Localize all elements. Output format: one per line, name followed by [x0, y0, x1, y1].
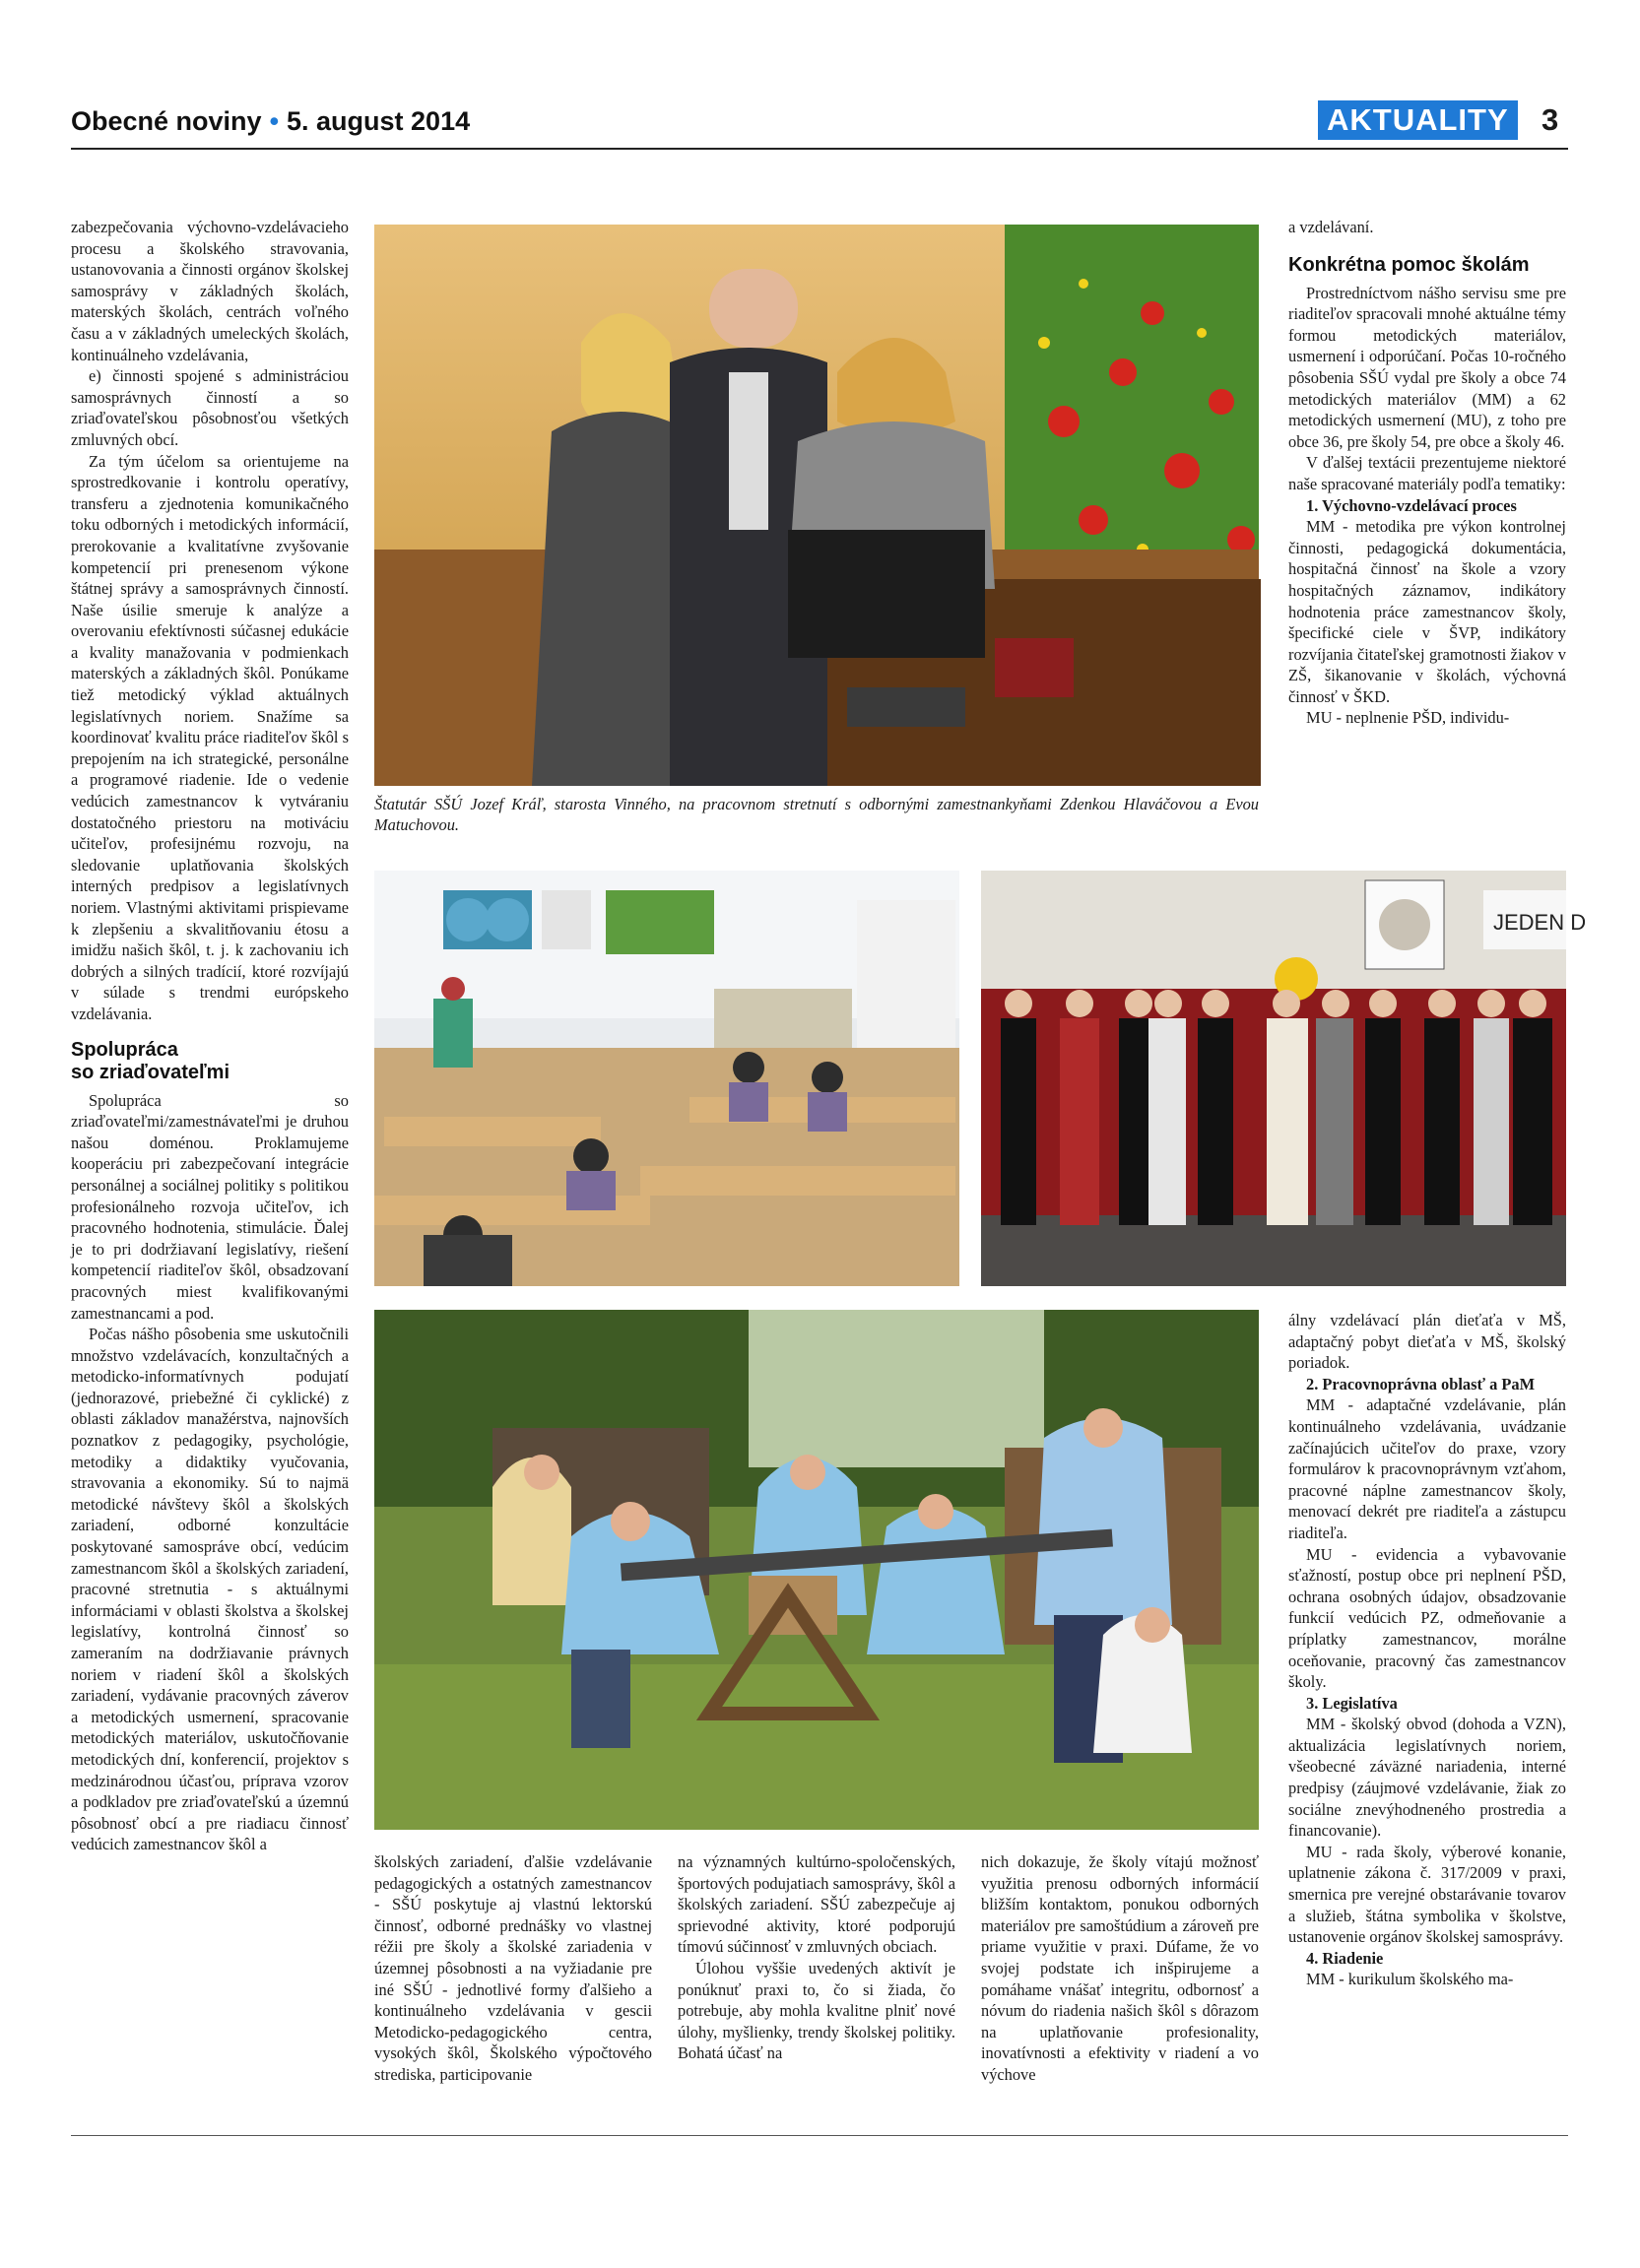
topic-heading: 2. Pracovnoprávna oblasť a PaM — [1306, 1374, 1536, 1393]
paragraph: na významných kultúrno-spoločenských, športových podujatiach samosprávy, škôl a školských zariadení. SŠÚ zabezpečuje aj sprievodné aktivity, ktoré podporujú tímovú súčinnosť v zmluvných obciach. — [678, 1852, 955, 1957]
photo-sawing-activity — [374, 1310, 1259, 1830]
paragraph: MM - adaptačné vzdelávanie, plán kontinuálneho vzdelávania, uvádzanie začínajúcich učiteľov do praxe, vzory formulárov k pracovnoprávnym vzťahom, pracovné náplne zamestnancov školy, menovací dekrét pre riaditeľa a zástupcu riaditeľa. — [1288, 1395, 1566, 1542]
slide-text: JEDEN D — [1493, 910, 1587, 935]
issue-date: 5. august 2014 — [287, 106, 471, 136]
paragraph: Úlohou vyššie uvedených aktivít je ponúknuť praxi to, čo si žiada, čo potrebuje, aby mohla kvalitne plniť nové úlohy, myšlienky, trendy školskej politiky. Bohatá účasť na — [678, 1958, 955, 2063]
paragraph: školských zariadení, ďalšie vzdelávanie pedagogických a ostatných zamestnancov - SŠÚ poskytuje aj vlastnú lektorskú činnosť, odborné prednášky vo vlastnej réžii pre školy a školské zariadenia v územnej pôsobnosti a na vyžiadanie pre iné SŠÚ - jednotlivé formy ďalšieho a kontinuálneho vzdelávania v gescii Metodicko-pedagogického centra, vysokých škôl, Školského výpočtového strediska, participovanie — [374, 1852, 652, 2084]
header-rule — [71, 148, 1568, 150]
subheading-line: so zriaďovateľmi — [71, 1061, 230, 1083]
paragraph: MU - evidencia a vybavovanie sťažností, postup obce pri neplnení PŠD, ochrana osobných údajov, obsadzovanie funkcií vedúcich PZ, odmeňovanie a príplatky zamestnancov, morálne oceňovanie, pracovný čas zamestnancov školy. — [1288, 1544, 1566, 1692]
paragraph: e) činnosti spojené s administráciou samosprávnych činností a so zriaďovateľskou pôsobnosťou všetkých zmluvných obcí. — [71, 366, 349, 449]
column-6 — [1288, 1310, 1566, 1990]
paragraph: zabezpečovania výchovno-vzdelávacieho procesu a školského stravovania, ustanovovania a činnosti orgánov školskej samosprávy v základných školách, materských školách, centrách voľného času a v základných umeleckých školách, kontinuálneho vzdelávania, — [71, 218, 349, 364]
footer-rule — [71, 2135, 1568, 2136]
paragraph: MU - rada školy, výberové konanie, uplatnenie zákona č. 317/2009 v praxi, smernica pre verejné obstarávanie tovarov a služieb, štátna symbolika v školstve, ustanovenie orgánov školskej samosprávy. — [1288, 1842, 1566, 1947]
column-3 — [678, 1851, 955, 2064]
classroom-illustration — [374, 871, 959, 1286]
paragraph: MM - metodika pre výkon kontrolnej činnosti, pedagogická dokumentácia, hospitačná činnosť na škole a vzory hospitačných záznamov, indikátory hodnotenia práce zamestnancov školy, špecifické ciele v ŠVP, indikátory rozvíjania čitateľskej gramotnosti žiakov v ZŠ, šikanovanie v školách, výchovná činnosť v ŠKD. — [1288, 517, 1566, 706]
photo-caption: Štatutár SŠÚ Jozef Kráľ, starosta Vinného, na pracovnom stretnutí s odbornými zamestnankyňami Zdenkou Hlaváčovou a Evou Matuchovou. — [374, 795, 1259, 834]
paragraph: MM - školský obvod (dohoda a VZN), aktualizácia legislatívnych noriem, všeobecné záväzné nariadenia, interné predpisy (záujmové vzdelávanie, žiak zo sociálne znevýhodneného prostredia a financovanie). — [1288, 1715, 1566, 1841]
photo-meeting — [374, 225, 1259, 786]
paragraph: MU - neplnenie PŠD, individu- — [1306, 708, 1510, 728]
meeting-illustration — [374, 225, 1259, 786]
subheading — [71, 1039, 349, 1084]
topic-heading: 4. Riadenie — [1306, 1948, 1384, 1968]
subheading: Konkrétna pomoc školám — [1288, 253, 1530, 276]
separator-dot: • — [269, 106, 280, 136]
paragraph: nich dokazuje, že školy vítajú možnosť využitia prenosu odborných informácií bližším kontaktom, ponukou odborných materiálov pre samoštúdium a zároveň pre priame využitie v praxi. Dúfame, že vo svojej podstate ich inšpirujeme a pomáhame vnášať integritu, odbornosť a nóvum do riadenia našich škôl s dôrazom na uplatňovanie profesionality, inovatívnosti a efektivity v riadení a vo výchove — [981, 1852, 1259, 2084]
paragraph: MM - kurikulum školského ma- — [1306, 1970, 1514, 1989]
paragraph: Prostredníctvom nášho servisu sme pre riaditeľov spracovali mnohé aktuálne témy formou metodických materiálov, usmernení i odporúčaní. Počas 10-ročného pôsobenia SŠÚ vydal pre školy a obce 74 metodických materiálov (MM) a 62 metodických usmernení (MU), z toho pre obce 36, pre školy 54, pre obce a školy 46. — [1288, 283, 1566, 451]
page-number: 3 — [1542, 102, 1559, 137]
section-label: AKTUALITY — [1318, 100, 1518, 140]
topic-heading: 3. Legislatíva — [1306, 1693, 1398, 1713]
column-5 — [1288, 217, 1566, 729]
paragraph: Spolupráca so zriaďovateľmi/zamestnávateľmi je druhou našou doménou. Proklamujeme kooperáciu pri zabezpečovaní integrácie personálnej a sociálnej politiky s politikou profesionálneho rozvoja učiteľov, ich pracovného hodnotenia, stimulácie. Ďalej je to pri dodržiavaní legislatívy, riešení kompetencií riaditeľov škôl, obsadzovaní pracovných miest kvalifikovanými zamestnancami a pod. — [71, 1090, 349, 1323]
sawing-illustration — [374, 1310, 1259, 1830]
paragraph: Za tým účelom sa orientujeme na sprostredkovanie i kontrolu operatívy, transferu a zjednotenia komunikačného toku odborných i metodických informácií, prerokovanie a kvalitatívne zvyšovanie kompetencií pri prenesenom výkone štátnej správy a samosprávnych činností. Naše úsilie smeruje k analýze a overovaniu efektívnosti súčasnej edukácie a kvality manažovania v podmienkach materských a základných škôl. Ponúkame tiež metodický výklad aktuálnych legislatívnych noriem. Snažíme sa koordinovať kvalitu práce riaditeľov škôl s prepojením na ich strategické, personálne a programové riadenie. Ide o vedenie vedúcich zamestnancov k vytváraniu dostatočného priestoru na motiváciu učiteľov, profesijnému rozvoju, na sledovanie uplatňovania školských interných predpisov a legislatívnych noriem. Vlastnými aktivitami prispievame k zlepšeniu a skvalitňovaniu étosu a imidžu našich škôl, t. j. k zachovaniu ich dobrých a silných tradícií, ktoré rozvíjajú v súlade s trendmi európskeho vzdelávania. — [71, 451, 349, 1023]
paragraph: Počas nášho pôsobenia sme uskutočnili množstvo vzdelávacích, konzultačných a metodicko-informatívnych podujatí (jednorazové, priebežné či cyklické) z oblasti základov manažérstva, najnovších poznatkov z pedagogiky, psychológie, metodiky a didaktiky vyučovania, stravovania a ekonomiky. Sú to najmä metodické návštevy škôl a školských zariadení, odborné konzultácie poskytované samospráve obcí, vedúcim zamestnancom škôl a školských zariadení, pracovné stretnutia - s aktuálnymi informáciami v oblasti školstva a školskej legislatívy, kontrolná činnosť so zameraním na dodržiavanie právnych noriem v riadení škôl a školských zariadení, vydávanie pracovných záverov a metodických usmernení, spracovanie metodických materiálov, uskutočňovanie metodických dní, konferencií, projektov s medzinárodnou účasťou, príprava vzorov a podkladov pre zriaďovateľskú a územnú pôsobnosť obcí a pre riadiacu činnosť vedúcich zamestnancov škôl a — [71, 1325, 349, 1854]
paragraph: álny vzdelávací plán dieťaťa v MŠ, adaptačný pobyt dieťaťa v MŠ, školský poriadok. — [1288, 1311, 1566, 1373]
column-4 — [981, 1851, 1259, 2086]
column-2 — [374, 1851, 652, 2086]
column-1 — [71, 217, 349, 1855]
paragraph: a vzdelávaní. — [1288, 218, 1374, 236]
masthead — [71, 106, 470, 137]
subheading-line: Spolupráca — [71, 1038, 178, 1061]
photo-ceremony — [981, 871, 1587, 1286]
photo-classroom — [374, 871, 959, 1286]
paper-name: Obecné noviny — [71, 106, 262, 136]
paragraph: V ďalšej textácii prezentujeme niektoré naše spracované materiály podľa tematiky: — [1288, 453, 1566, 493]
ceremony-illustration — [981, 871, 1587, 1286]
topic-heading: 1. Výchovno-vzdelávací proces — [1306, 495, 1517, 515]
